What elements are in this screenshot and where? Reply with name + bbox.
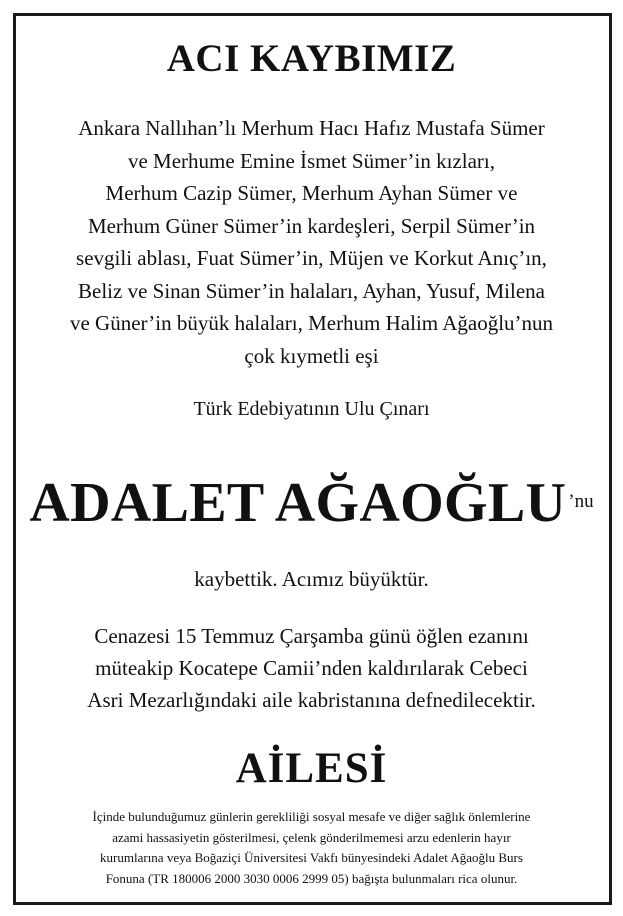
note-line: Fonuna (TR 180006 2000 3030 0006 2999 05) bağışta bulunmaları rica olunur. [105,870,518,886]
note-line: azami hassasiyetin gösterilmesi, çelenk gönderilmemesi arzu edenlerin hayır [112,829,511,845]
epithet: Türk Edebiyatının Ulu Çınarı [193,398,430,420]
deceased-name: ADALET AĞAOĞLU [29,472,567,534]
intro-line: Ankara Nallıhan’lı Merhum Hacı Hafız Mustafa Sümer [78,116,545,140]
intro-line: ve Merhume Emine İsmet Sümer’in kızları, [127,148,495,173]
funeral-line: Asri Mezarlığındaki aile kabristanına defnedilecektir. [87,688,536,712]
notice-title: ACI KAYBIMIZ [166,37,457,80]
intro-line: sevgili ablası, Fuat Sümer’in, Müjen ve Korkut Anıç’ın, [76,246,547,270]
intro-line: ve Güner’in büyük halaları, Merhum Halim Ağaoğlu’nun [69,311,554,335]
intro-paragraph [30,112,593,372]
note-line: İçinde bulunduğumuz günlerin gerekliliği sosyal mesafe ve diğer sağlık önlemlerine [92,809,531,824]
deceased-name-block [0,470,623,536]
family-signature: AİLESİ [235,745,388,792]
intro-line: Merhum Güner Sümer’in kardeşleri, Serpil Sümer’in [87,213,536,238]
loss-statement: kaybettik. Acımız büyüktür. [194,567,429,591]
donation-note [30,807,593,889]
funeral-line: müteakip Kocatepe Camii’nden kaldırılarak Cebeci [95,656,528,680]
note-line: kurumlarına veya Boğaziçi Üniversitesi Vakfı bünyesindeki Adalet Ağaoğlu Burs [100,850,523,865]
intro-line: çok kıymetli eşi [244,343,379,368]
intro-line: Beliz ve Sinan Sümer’in halaları, Ayhan, Yusuf, Milena [78,278,545,303]
funeral-line: Cenazesi 15 Temmuz Çarşamba günü öğlen ezanını [94,624,529,648]
funeral-paragraph [30,620,593,716]
intro-line: Merhum Cazip Sümer, Merhum Ayhan Sümer ve [105,181,518,205]
name-suffix: ’nu [568,491,594,512]
